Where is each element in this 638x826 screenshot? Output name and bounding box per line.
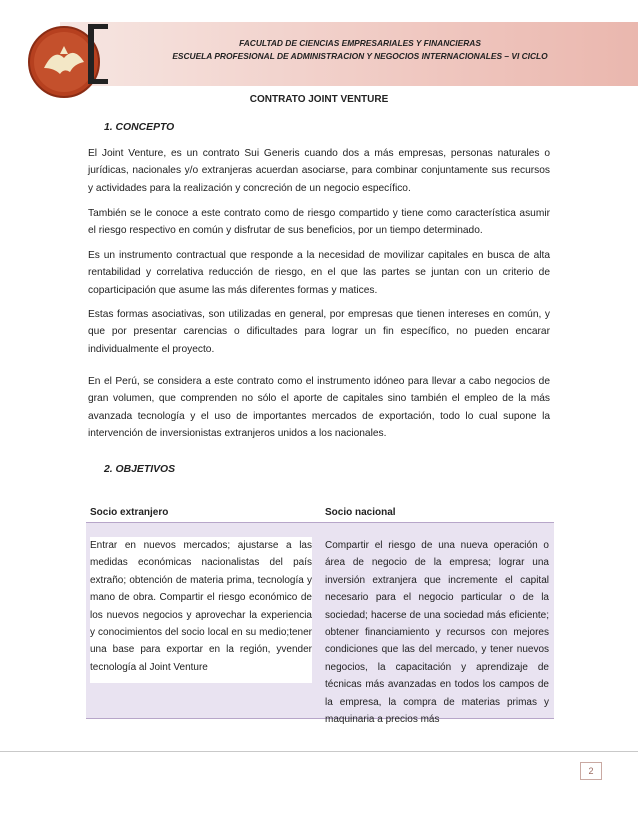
objectives-table: [86, 502, 554, 726]
table-body-row: [86, 523, 554, 726]
cell-socio-nacional: Compartir el riesgo de una nueva operación o área de negocio de la empresa; lograr una inversión extranjera que incremente el capital necesario para el negocio particular o de la sociedad; hacerse de una sociedad más eficiente; obtener financiamiento y recursos con mejores condiciones que las del mercado, y tener nuevos negocios, la capacitación y aprendizaje de técnicas más avanzadas en todos los campos de la empresa, la compra de materias primas y maquinaria a precios más: [325, 540, 549, 726]
paragraph-1: El Joint Venture, es un contrato Sui Generis cuando dos a más empresas, personas naturales o jurídicas, nacionales y/o extranjeras acuerdan asociarse, para combinar conjuntamente sus recursos y actividades para la realización y concreción de un negocio específico.: [88, 148, 550, 194]
section-heading-objetivos: 2. OBJETIVOS: [104, 464, 176, 475]
footer-divider: [0, 751, 638, 752]
paragraph-5: En el Perú, se considera a este contrato como el instrumento idóneo para llevar a cabo negocios de gran volumen, que comprenden no sólo el aporte de capitales sino también el empleo de la más avanzada tecnología y el uso de importantes mercados de exportación, todo lo cual supone la intervención de inversionistas extranjeros unidos a los nacionales.: [88, 376, 550, 440]
cell-socio-extranjero: Entrar en nuevos mercados; ajustarse a las medidas económicas nacionalistas del país extraño; obtención de materia prima, tecnología y mano de obra. Compartir el riesgo económico de los nuevos negocios y aprovechar la experiencia y conocimientos del socio local en su medio;tener una base para exportar en la región, yvender tecnología al Joint Venture: [90, 537, 312, 683]
column-header-socio-nacional: Socio nacional: [325, 507, 396, 518]
table-header-row: [86, 502, 554, 523]
document-title: CONTRATO JOINT VENTURE: [249, 94, 389, 105]
paragraph-2: También se le conoce a este contrato como de riesgo compartido y tiene como característica asumir el riesgo respectivo en común y disfrutar de sus beneficios, por un tiempo determinado.: [88, 208, 550, 237]
paragraph-4: Estas formas asociativas, son utilizadas en general, por empresas que tienen intereses en común, y que por presentar carencias o dificultades para lograr un fin específico, no pueden encarar individualmente el proyecto.: [88, 309, 550, 355]
faculty-name: FACULTAD DE CIENCIAS EMPRESARIALES Y FINANCIERAS: [239, 38, 481, 48]
section-heading-concepto: 1. CONCEPTO: [104, 122, 175, 133]
page-number: 2: [580, 762, 602, 780]
column-header-socio-extranjero: Socio extranjero: [90, 507, 169, 518]
paragraph-3: Es un instrumento contractual que responde a la necesidad de movilizar capitales en busca de alta rentabilidad y correlativa reducción de riesgo, en el que las partes se juntan con un criterio de coparticipación que asume las más diferentes formas y matices.: [88, 250, 550, 296]
header-bracket: [88, 24, 108, 84]
school-name: ESCUELA PROFESIONAL DE ADMINISTRACION Y NEGOCIOS INTERNACIONALES – VI CICLO: [172, 51, 548, 61]
